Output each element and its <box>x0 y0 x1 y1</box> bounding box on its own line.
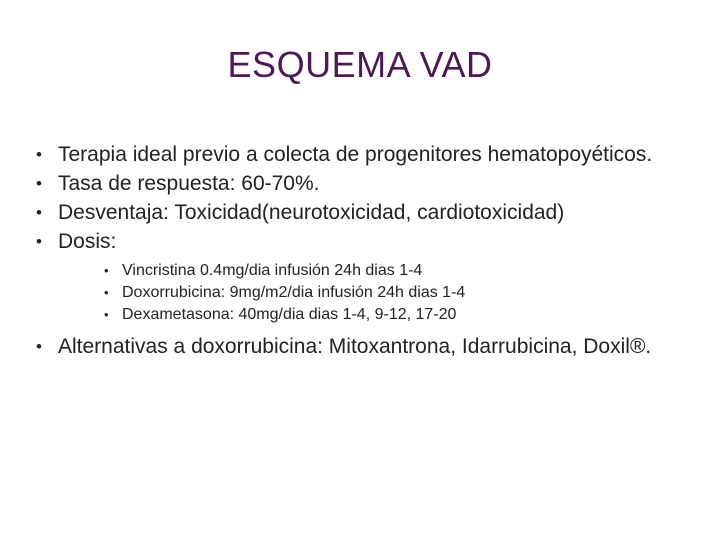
sub-bullet-dot: • <box>104 307 109 322</box>
sub-bullet-text: Doxorrubicina: 9mg/m2/dia infusión 24h dias 1-4 <box>122 284 466 301</box>
bullet-item <box>36 169 696 198</box>
sub-bullet-text: Dexametasona: 40mg/dia dias 1-4, 9-12, 17-20 <box>122 306 457 323</box>
sub-bullet-dot: • <box>104 263 109 278</box>
bullet-dot: • <box>36 203 42 222</box>
bullet-list <box>36 140 696 361</box>
bullet-item <box>36 227 696 326</box>
bullet-item <box>36 198 696 227</box>
bullet-dot: • <box>36 174 42 193</box>
bullet-item <box>36 140 696 169</box>
dosis-sublist <box>58 260 696 326</box>
bullet-text: Dosis: <box>58 230 117 253</box>
bullet-item <box>36 332 696 361</box>
slide-content <box>36 140 696 361</box>
sub-bullet-item <box>104 260 696 282</box>
sub-bullet-text: Vincristina 0.4mg/dia infusión 24h dias 1-4 <box>122 262 423 279</box>
bullet-dot: • <box>36 232 42 251</box>
bullet-dot: • <box>36 337 42 356</box>
bullet-dot: • <box>36 145 42 164</box>
sub-bullet-item <box>104 304 696 326</box>
bullet-text: Alternativas a doxorrubicina: Mitoxantrona, Idarrubicina, Doxil®. <box>58 335 652 358</box>
bullet-text: Tasa de respuesta: 60-70%. <box>58 172 320 195</box>
bullet-text: Terapia ideal previo a colecta de progenitores hematopoyéticos. <box>58 143 653 166</box>
bullet-text: Desventaja: Toxicidad(neurotoxicidad, cardiotoxicidad) <box>58 201 565 224</box>
sub-bullet-item <box>104 282 696 304</box>
slide-title: ESQUEMA VAD <box>227 44 493 85</box>
sub-bullet-dot: • <box>104 285 109 300</box>
